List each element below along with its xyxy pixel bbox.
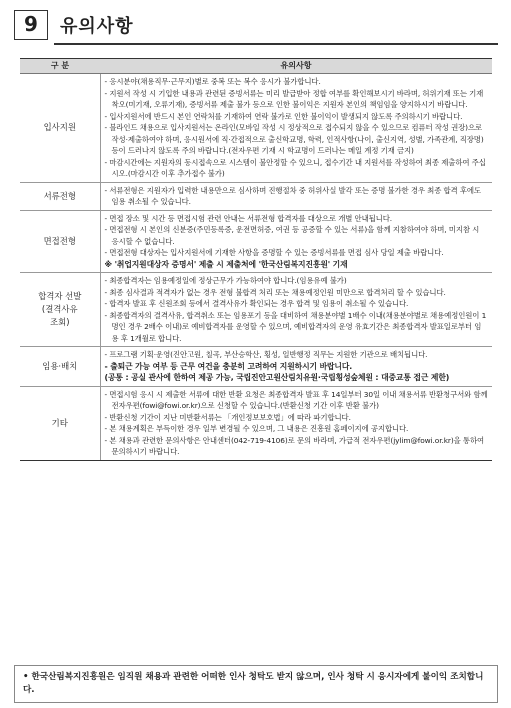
- row-category: 기타: [20, 386, 100, 460]
- note-item: - 합격자 발표 후 신원조회 등에서 결격사유가 확인되는 경우 합격 및 임용이 취소될 수 있습니다.: [104, 299, 409, 308]
- note-item: - 입사지원서에 반드시 본인 연락처를 기재하여 연락 불가로 인한 불이익이 발생되지 않도록 주의하시기 바랍니다.: [104, 111, 463, 121]
- row-category: 입사지원: [20, 74, 100, 183]
- note-item: - 서류전형은 지원자가 입력한 내용만으로 심사하며 진행절차 중 허위사실 발각 또는 증명 불가한 경우 최종 합격 후에도 임용 취소될 수 있습니다.: [104, 185, 481, 206]
- note-item: - 면접 장소 및 시간 등 면접시험 관련 안내는 서류전형 합격자를 대상으로 개별 안내됩니다.: [104, 213, 392, 223]
- row-category: 서류전형: [20, 182, 100, 210]
- row-notes: [100, 74, 492, 183]
- section-number: 9: [14, 10, 48, 40]
- recruitment-notice-box: • 한국산림복지진흥원은 임직원 채용과 관련한 어떠한 인사 청탁도 받지 않으며, 인사 청탁 시 응시자에게 불이익 조치합니다.: [14, 665, 498, 703]
- table-header-row: [20, 59, 492, 74]
- table-row: [20, 210, 492, 273]
- note-item: - 면접전형 대상자는 입사지원서에 기재한 사항을 증명할 수 있는 증빙서류를 면접 심사 당일 제출 바랍니다.: [104, 248, 444, 257]
- row-notes: [100, 273, 492, 347]
- header-underline: [54, 43, 498, 45]
- row-notes: [100, 182, 492, 210]
- row-notes: [100, 347, 492, 387]
- table-row: [20, 347, 492, 387]
- note-item: - 응시분야(채용직무·근무지)별로 중복 또는 복수 응시가 불가합니다.: [104, 77, 321, 86]
- note-item: - 본 채용계획은 부득이한 경우 일부 변경될 수 있으며, 그 내용은 진흥원 홈페이지에 공지합니다.: [104, 424, 409, 433]
- note-item: - 출퇴근 가능 여부 등 근무 여건을 충분히 고려하여 지원하시기 바랍니다.: [104, 361, 353, 371]
- note-item: - 지원서 작성 시 기입한 내용과 관련된 증빙서류는 미리 발급받아 정합 여부를 확인해보시기 바라며, 허위기재 또는 기재 착오(미기재, 오류기재), 증빙서류 제출 불가 등으로 인한 불이익은 지원자 본인의 책임임을 양지하시기 바랍니다.: [104, 88, 484, 109]
- note-item: ※ '취업지원대상자 증명서' 제출 시 제출처에 '한국산림복지진흥원' 기재: [104, 259, 348, 269]
- row-category: 면접전형: [20, 210, 100, 273]
- note-item: (공통 : 공실 관사에 한하여 제공 가능, 국립진안고원산림치유원·국립횡성숲체원 : 대중교통 접근 제한): [104, 373, 450, 382]
- table-row: [20, 74, 492, 183]
- note-item: - 최종 심사결과 적격자가 없는 경우 전형 불합격 처리 또는 채용예정인원 미만으로 합격처리 할 수 있습니다.: [104, 287, 446, 297]
- row-category: 임용·배치: [20, 347, 100, 387]
- note-item: - 최종합격자의 결격사유, 합격취소 또는 임용포기 등을 대비하여 채용분야별 1배수 이내(채용분야별로 채용예정인원이 1명인 경우 2배수 이내)로 예비합격자를 운영할 수 있으며, 예비합격자의 운영 유효기간은 최종합격자 발표일로부터 임용 후 1개월로 합니다.: [104, 310, 487, 343]
- column-header-notes: 유의사항: [100, 59, 492, 74]
- note-item: - 본 채용과 관련한 문의사항은 안내센터(042-719-4106)로 문의 바라며, 가급적 전자우편(jylim@fowi.or.kr)을 통하여 문의하시기 바랍니다.: [104, 435, 485, 456]
- note-item: - 반환신청 기간이 지난 미반환서류는 「개인정보보호법」에 따라 파기합니다.: [104, 412, 351, 422]
- row-notes: [100, 386, 492, 460]
- table-row: [20, 386, 492, 460]
- note-item: - 면접전형 시 본인의 신분증(주민등록증, 운전면허증, 여권 등 공증할 수 있는 서류)을 함께 지참하여야 하며, 미지참 시 응시할 수 없습니다.: [104, 225, 480, 246]
- note-item: - 블라인드 채용으로 입사지원서는 온라인(모바일 작성 시 정상적으로 접수되지 않을 수 있으므로 컴퓨터 작성 권장)으로 작성·제출하여야 하며, 응시원서에 직·간접적으로 출신학교명, 학력, 인적사항(나이, 출신지역, 성별, 가족관계, 직장명) 등이 드러나지 않도록 주의 바랍니다.(전자우편 기재 시 학교명이 드러나는 메일 계정 기재 금지): [104, 123, 484, 155]
- note-item: - 마감시간에는 지원자의 동시접속으로 시스템이 불안정할 수 있으니, 접수기간 내 지원서를 작성하여 최종 제출하여 주십시오.(마감시간 이후 추가접수 불가): [104, 157, 486, 178]
- notes-table: [20, 58, 492, 461]
- table-row: [20, 273, 492, 347]
- note-item: - 최종합격자는 임용예정일에 정상근무가 가능하여야 합니다.(임용유예 불가): [104, 276, 347, 285]
- section-title: 유의사항: [60, 16, 134, 37]
- table-row: [20, 182, 492, 210]
- note-item: - 프로그램 기획·운영(진안고원, 칠곡, 부산승학산, 횡성, 일반행정 직무는 지원한 기관으로 배치됩니다.: [104, 350, 428, 359]
- section-header: [14, 10, 498, 42]
- row-notes: [100, 210, 492, 273]
- note-item: - 면접시험 응시 시 제출한 서류에 대한 반환 요청은 최종합격자 발표 후 14일부터 30일 이내 채용서류 반환청구서와 함께 전자우편(fowi@fowi.or.kr)으로 신청할 수 있습니다.(반환신청 기간 이후 반환 불가): [104, 389, 488, 410]
- column-header-category: 구 분: [20, 59, 100, 74]
- row-category: 합격자 선발 (결격사유 조회): [20, 273, 100, 347]
